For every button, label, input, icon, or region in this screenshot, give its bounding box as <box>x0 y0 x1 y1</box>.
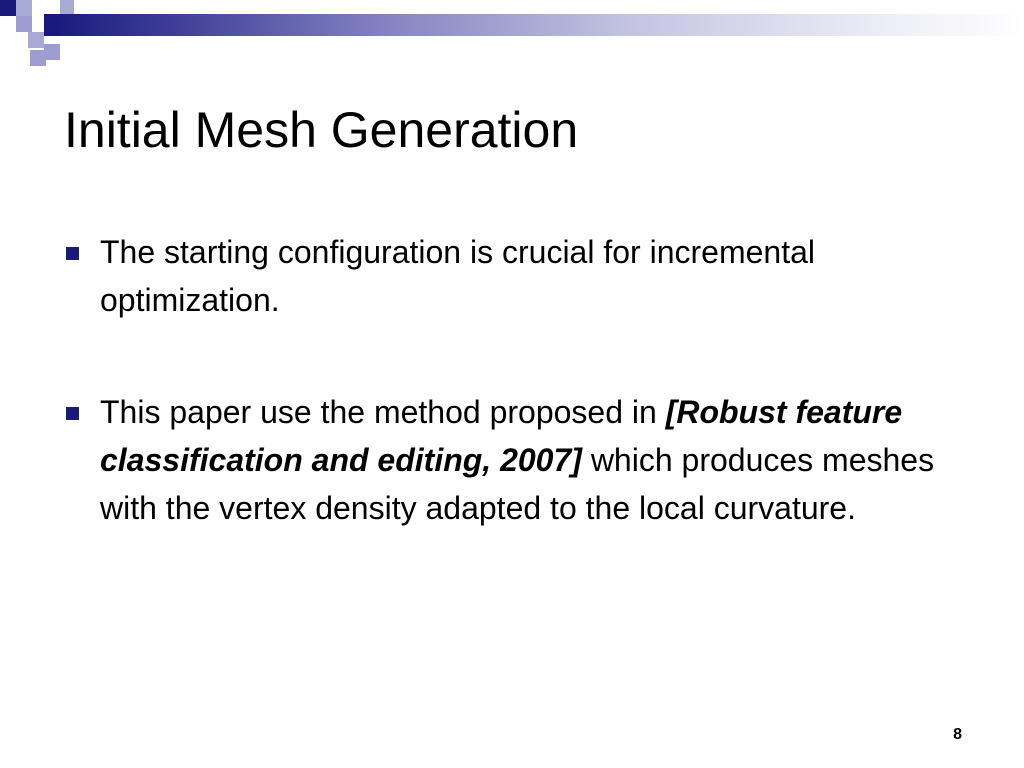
bullet-item <box>64 228 964 324</box>
header-square-decoration <box>28 32 44 48</box>
page-number: 8 <box>953 726 962 743</box>
header-square-decoration <box>30 50 46 66</box>
citation-reference: [Robust feature classification and editing, 2007] <box>100 394 903 478</box>
header-square-decoration <box>16 0 32 16</box>
header-gradient-band <box>44 14 1024 36</box>
bullet-text: This paper use the method proposed in <box>100 394 666 430</box>
square-bullet-icon <box>66 247 79 260</box>
bullet-item <box>64 388 964 532</box>
square-bullet-icon <box>66 407 79 420</box>
bullet-list <box>64 228 964 532</box>
header-square-decoration <box>60 0 74 14</box>
header-square-decoration <box>44 44 60 60</box>
bullet-text-continued: which produces meshes with the vertex density adapted to the local curvature. <box>100 442 935 526</box>
slide-title: Initial Mesh Generation <box>64 102 579 158</box>
header-square-decoration <box>44 16 60 36</box>
bullet-text: The starting configuration is crucial for incremental optimization. <box>100 234 815 318</box>
header-square-decoration <box>0 0 16 16</box>
header-square-decoration <box>16 16 32 32</box>
